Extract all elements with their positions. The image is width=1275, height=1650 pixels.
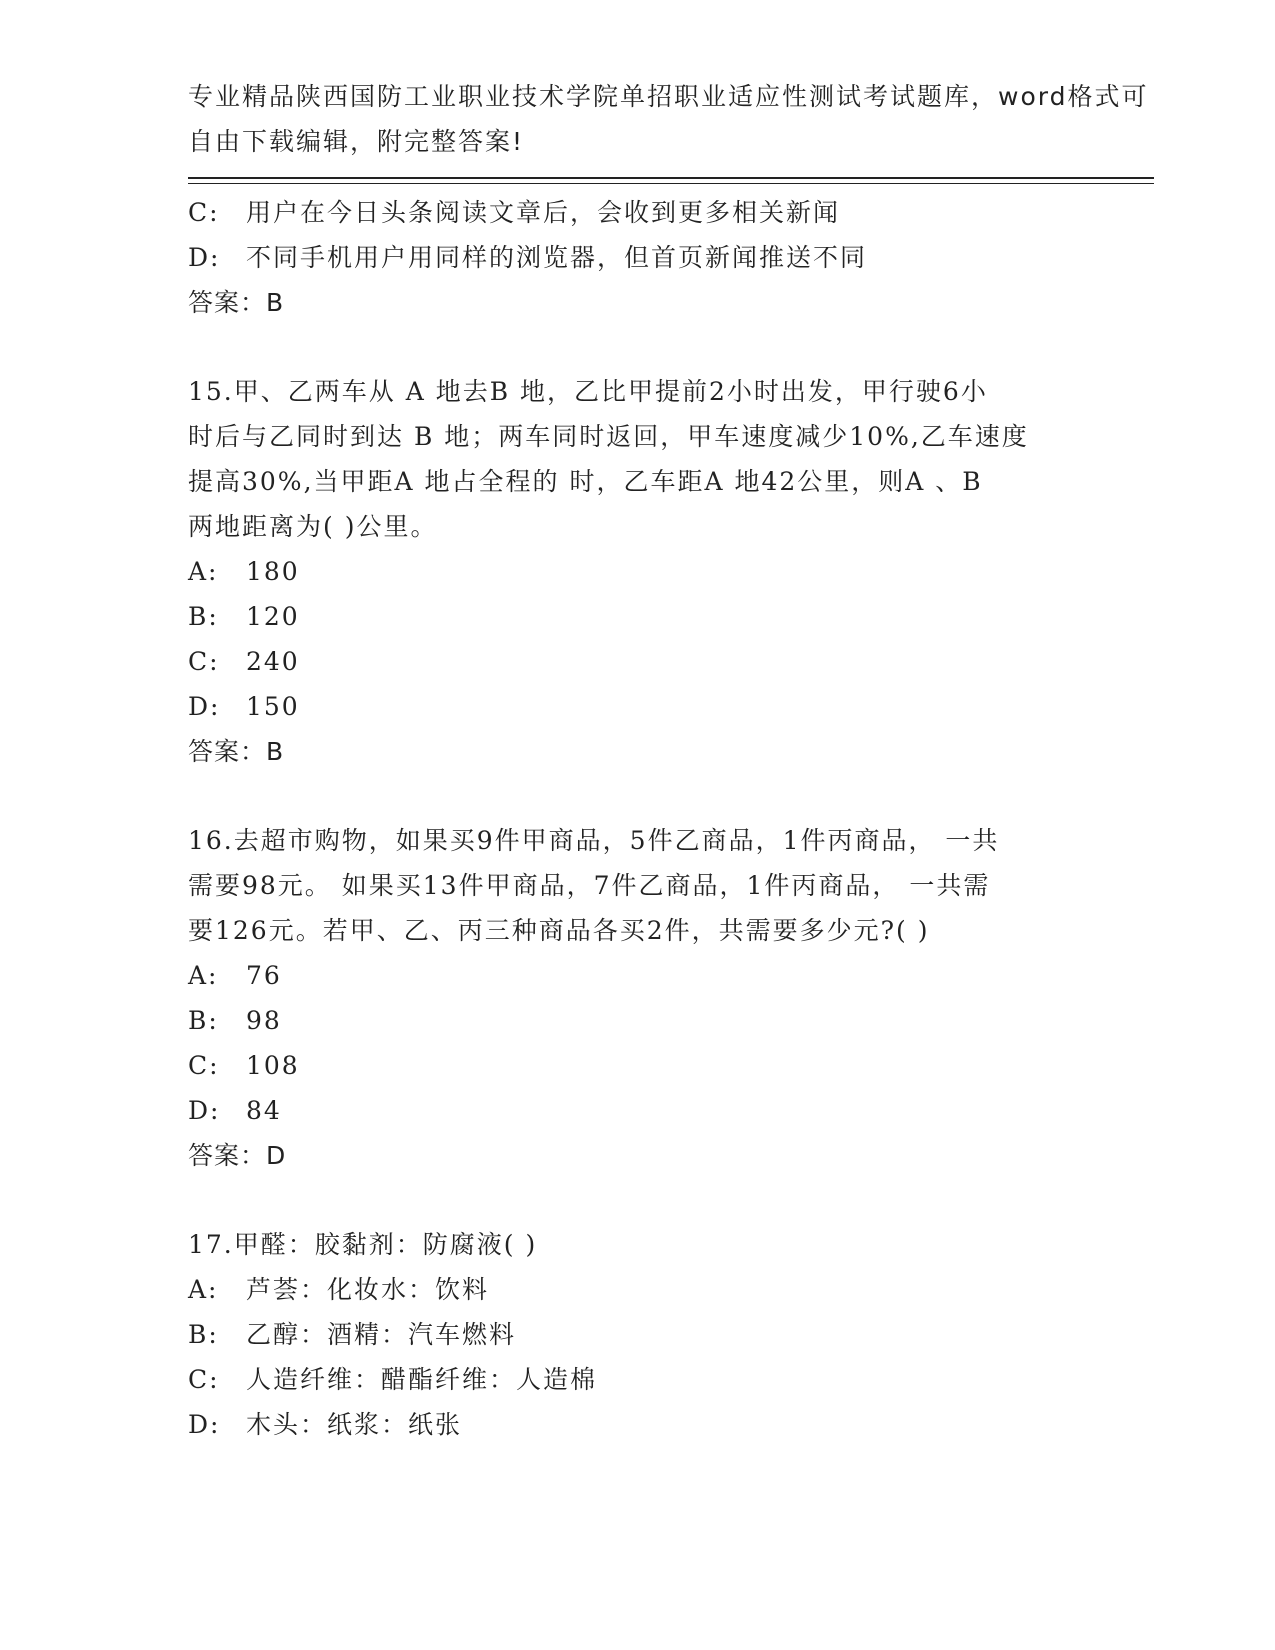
option-a — [188, 549, 1088, 594]
option-text: 180 — [246, 557, 300, 586]
question-line: 16.去超市购物，如果买9件甲商品，5件乙商品，1件丙商品， 一共 — [188, 826, 1000, 855]
option-text: 用户在今日头条阅读文章后，会收到更多相关新闻 — [246, 198, 841, 227]
spacer — [188, 325, 1088, 369]
option-a — [188, 953, 1088, 998]
question-line: 要126元。若甲、乙、丙三种商品各买2件，共需要多少元?( ) — [188, 916, 930, 945]
option-text: 150 — [246, 692, 300, 721]
option-text: 人造纤维：醋酯纤维：人造棉 — [246, 1365, 598, 1394]
document-header — [188, 74, 1149, 164]
question-line: 需要98元。 如果买13件甲商品，7件乙商品，1件丙商品， 一共需 — [188, 871, 991, 900]
option-a — [188, 1267, 1088, 1312]
question-line: 时后与乙同时到达 B 地；两车同时返回，甲车速度减少10%,乙车速度 — [188, 422, 1029, 451]
question-text — [188, 369, 1088, 549]
option-b — [188, 998, 1088, 1043]
option-b — [188, 1312, 1088, 1357]
spacer — [188, 774, 1088, 818]
question-15 — [188, 369, 1088, 774]
question-text — [188, 1222, 1088, 1267]
option-key: B: — [188, 602, 219, 631]
question-line: 两地距离为( )公里。 — [188, 512, 438, 541]
header-line-2: 自由下载编辑，附完整答案! — [188, 127, 525, 156]
question-text — [188, 818, 1088, 953]
option-key: D: — [188, 1096, 221, 1125]
option-d — [188, 235, 1088, 280]
option-text: 木头：纸浆：纸张 — [246, 1410, 463, 1439]
header-divider-thin — [188, 183, 1154, 184]
option-key: C: — [188, 198, 220, 227]
option-key: A: — [188, 961, 219, 990]
question-line: 提高30%,当甲距A 地占全程的 时，乙车距A 地42公里，则A 、B — [188, 467, 983, 496]
answer-line: 答案：B — [188, 737, 285, 766]
option-key: D: — [188, 692, 221, 721]
option-key: D: — [188, 243, 221, 272]
question-17 — [188, 1222, 1088, 1447]
option-key: B: — [188, 1006, 219, 1035]
header-divider-thick — [188, 177, 1154, 179]
option-d — [188, 1088, 1088, 1133]
option-key: A: — [188, 1275, 219, 1304]
option-key: A: — [188, 557, 219, 586]
prev-question — [188, 190, 1088, 325]
header-line-1: 专业精品陕西国防工业职业技术学院单招职业适应性测试考试题库，word格式可 — [188, 82, 1149, 111]
option-d — [188, 684, 1088, 729]
option-text: 84 — [246, 1096, 282, 1125]
option-text: 76 — [246, 961, 282, 990]
option-text: 108 — [246, 1051, 300, 1080]
option-text: 不同手机用户用同样的浏览器，但首页新闻推送不同 — [246, 243, 868, 272]
question-16 — [188, 818, 1088, 1178]
option-c — [188, 639, 1088, 684]
option-c — [188, 1043, 1088, 1088]
question-line: 17.甲醛：胶黏剂：防腐液( ) — [188, 1230, 538, 1259]
option-b — [188, 594, 1088, 639]
option-text: 120 — [246, 602, 300, 631]
option-key: D: — [188, 1410, 221, 1439]
answer-line: 答案：B — [188, 288, 285, 317]
answer-line: 答案：D — [188, 1141, 287, 1170]
option-d — [188, 1402, 1088, 1447]
option-text: 98 — [246, 1006, 282, 1035]
option-text: 240 — [246, 647, 300, 676]
option-key: C: — [188, 647, 220, 676]
option-text: 芦荟：化妆水：饮料 — [246, 1275, 490, 1304]
option-key: C: — [188, 1051, 220, 1080]
spacer — [188, 1178, 1088, 1222]
option-c — [188, 190, 1088, 235]
option-c — [188, 1357, 1088, 1402]
question-list — [188, 190, 1088, 1447]
option-text: 乙醇：酒精：汽车燃料 — [246, 1320, 517, 1349]
option-key: B: — [188, 1320, 219, 1349]
question-line: 15.甲、乙两车从 A 地去B 地，乙比甲提前2小时出发，甲行驶6小 — [188, 377, 988, 406]
option-key: C: — [188, 1365, 220, 1394]
